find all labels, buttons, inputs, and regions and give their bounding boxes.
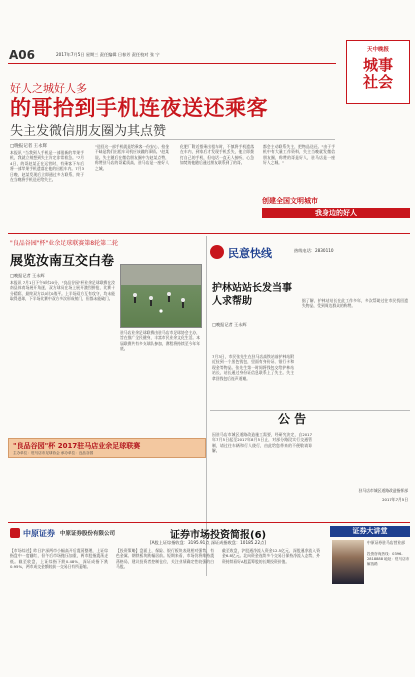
expert-box: [330, 526, 410, 668]
top-story-kicker: 好人之城好人多: [10, 82, 87, 95]
expert-portrait: [332, 540, 364, 584]
top-story-subhead: 失主发微信朋友圈为其点赞: [10, 124, 167, 139]
top-story-col4: 都会主动联系失主，把物品送还。"由于手机中有大量工作资料，失主当晚就发微信朋友圈，称赞的哥是好人，驻马店是一座好人之城。": [263, 144, 335, 166]
top-story-byline: □晚报记者 王永辉: [10, 144, 48, 149]
football-body: 本报讯 7月1日下午5时20分，"良品谷园"杯业余足球联赛在汝南县体育场展开角逐，双方球员在场上展开激烈拼抢，比赛十分精彩，最终双方以0比0战平。上半场双方互有攻守，均未能取得进球，下半场比赛中双方多次形成射门，但都未能破门。: [10, 280, 115, 302]
expert-text: 投资咨询热线：0396-2818888 地址：驻马店市解放路: [367, 552, 410, 566]
football-ad-banner: [8, 438, 206, 458]
logo-text: 天中晚报: [366, 47, 389, 53]
top-story-headline: 的哥拾到手机连夜送还乘客: [10, 96, 268, 120]
dateline: 2017年7月5日 星期三 责任编辑 日春芳 责任校对 张 宁: [56, 52, 160, 57]
market-col3: 截至收盘，沪股通净流入资金12.5亿元，深股通净流入资金6.8亿元。北向资金连续多个交易日保持净流入态势，外资持续看好A股蓝筹股的长期投资价值。: [222, 548, 320, 564]
football-headline: 展览汝南互交白卷: [10, 254, 115, 269]
minsheng-label: 民意快线: [228, 247, 272, 260]
announcement-date: 2017年7月5日: [382, 497, 408, 502]
masthead-logo: [346, 40, 410, 104]
football-kicker: "良品谷园"杯"业余足球联赛第8轮第二轮: [10, 240, 119, 247]
minsheng-icon: [210, 245, 224, 259]
market-subhead: [A股上证综指收盘：3195.91点 深证成指收盘：10185.22点]: [150, 540, 266, 545]
minsheng-body-2: 据了解，护林站站长在此工作多年，多次帮助过往市民找回遗失物品，受到周边群众的称赞。: [302, 298, 408, 309]
minsheng-headline: 护林站站长发当事人求帮助: [212, 283, 292, 307]
top-story-col3: 化肥厂附近搭乘出租车时，不慎将手机遗落在车内，到家后才发现手机丢失，他立即拨打自己的手机，但电话一直无人接听，心急如焚的他随后通过朋友联系到了的哥。: [180, 144, 254, 166]
page-number: A06: [9, 48, 35, 62]
minsheng-byline: □晚报记者 王永辉: [212, 322, 247, 327]
expert-title: 证券大讲堂: [330, 526, 410, 537]
securities-logo: [10, 527, 160, 539]
ad-banner-title: "良品谷园"杯 2017驻马店业余足球联赛: [13, 442, 141, 450]
football-byline: □晚报记者 王永辉: [10, 273, 45, 278]
announcement-sign: [318, 488, 408, 503]
announcement-title: 公 告: [278, 412, 307, 426]
securities-logo-icon: [10, 528, 20, 538]
slogan-banner: 我身边的好人: [262, 208, 410, 218]
market-headline: 证券市场投资简报(6): [170, 530, 267, 541]
football-body-2: 驻马店业余足球联赛由驻马店市足球协会主办，旨在推广全民健身，丰富市民业余文化生活。本届联赛共有多支球队参加，赛程将持续至今年年底。: [120, 330, 200, 352]
top-story-col1: 本报讯 "当我到人手机是一部很新的苹果手机，我就立刻想到失主肯定非常着急。"7月4日，的哥赵某正在运营时，有乘客下车后将一部苹果手机遗落在他的出租车内。7月3日晚，赵某发现后立即通过多方联系，终于在当晚将手机送还给失主。: [10, 150, 84, 183]
section-name: 城事社会: [362, 56, 393, 91]
top-story-col2: "送回这一部手机就是给乘客一份安心，拾金不昧是我们出租车司机应该做的事情。"赵某说。失主随后在微信朋友圈中为赵某点赞，称赞驻马店的哥素质高，驻马店是一座好人之城。: [95, 144, 169, 171]
football-photo: [120, 264, 202, 328]
minsheng-hotline: 热线电话：2830110: [294, 248, 334, 253]
minsheng-body: 7月3日，市民张先生在驻马店高铁站前护林站附近捡到一个黑色钱包，里面有身份证、银行卡和现金等物品。张先生第一时间将钱包交给护林站站长，站长通过身份证信息联系上了失主。失主拿回钱包后连声道谢。: [212, 354, 294, 381]
announcement-issuer: 驻马店市城区道路改造指挥部: [358, 488, 408, 493]
securities-company: 中原证券股份有限公司: [60, 531, 116, 537]
announcement-body: 因驻马店市城区道路改造施工需要，经研究决定，自2017年7月5日起至2017年8月5日止，对部分路段实行交通管制，请过往车辆和行人绕行，由此给您带来的不便敬请谅解。: [212, 432, 312, 454]
minsheng-header: [210, 244, 410, 260]
market-col1: 【市场综述】昨日沪深两市小幅高开后震荡整理，上证综指盘中一度翻红，但午后市场抛压加重，两市股指震荡走低。截至收盘，上证综指下跌0.48%，深证成指下跌0.95%，两市成交金额较前一交易日有所萎缩。: [10, 548, 108, 570]
securities-brand: 中原证券: [23, 529, 55, 538]
market-col2: 【投资策略】盘面上，保险、银行板块表现相对强势，有色金属、钢铁板块跌幅居前。短期来看，市场仍将维持震荡格局，建议投资者控制仓位，关注业绩确定性较强的白马股。: [116, 548, 214, 570]
ad-banner-small: 主办单位：驻马店市足球协会 承办单位：良品谷园: [13, 451, 94, 455]
slogan-title: 创建全国文明城市: [262, 197, 318, 205]
expert-name: 中原证券驻马店营业部: [367, 540, 405, 545]
